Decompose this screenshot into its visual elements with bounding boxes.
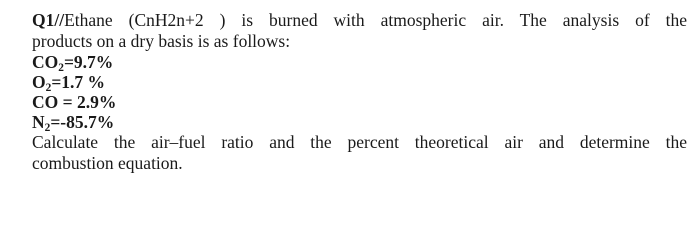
analysis-item-n2: $N_2=-85.7\%$ — [32, 112, 115, 134]
analysis-item-co2: $CO_2=9.7\%$ — [32, 52, 114, 74]
analysis-item-co: CO = 2.9% — [32, 92, 117, 112]
task-line: Calculate the air–fuel ratio and the percent theoretical air and determine the — [32, 132, 687, 152]
task-line-continuation: combustion equation. — [32, 153, 183, 173]
question-intro-line — [32, 10, 687, 31]
question-label: Q1// — [32, 10, 65, 30]
analysis-item-o2: $O_2=1.7$ % — [32, 72, 106, 94]
question-intro-text: Ethane (CnH2n+2 ) is burned with atmospheric air. The analysis of the — [64, 10, 687, 30]
question-intro-continuation: products on a dry basis is as follows: — [32, 31, 291, 51]
question-block — [32, 10, 687, 174]
